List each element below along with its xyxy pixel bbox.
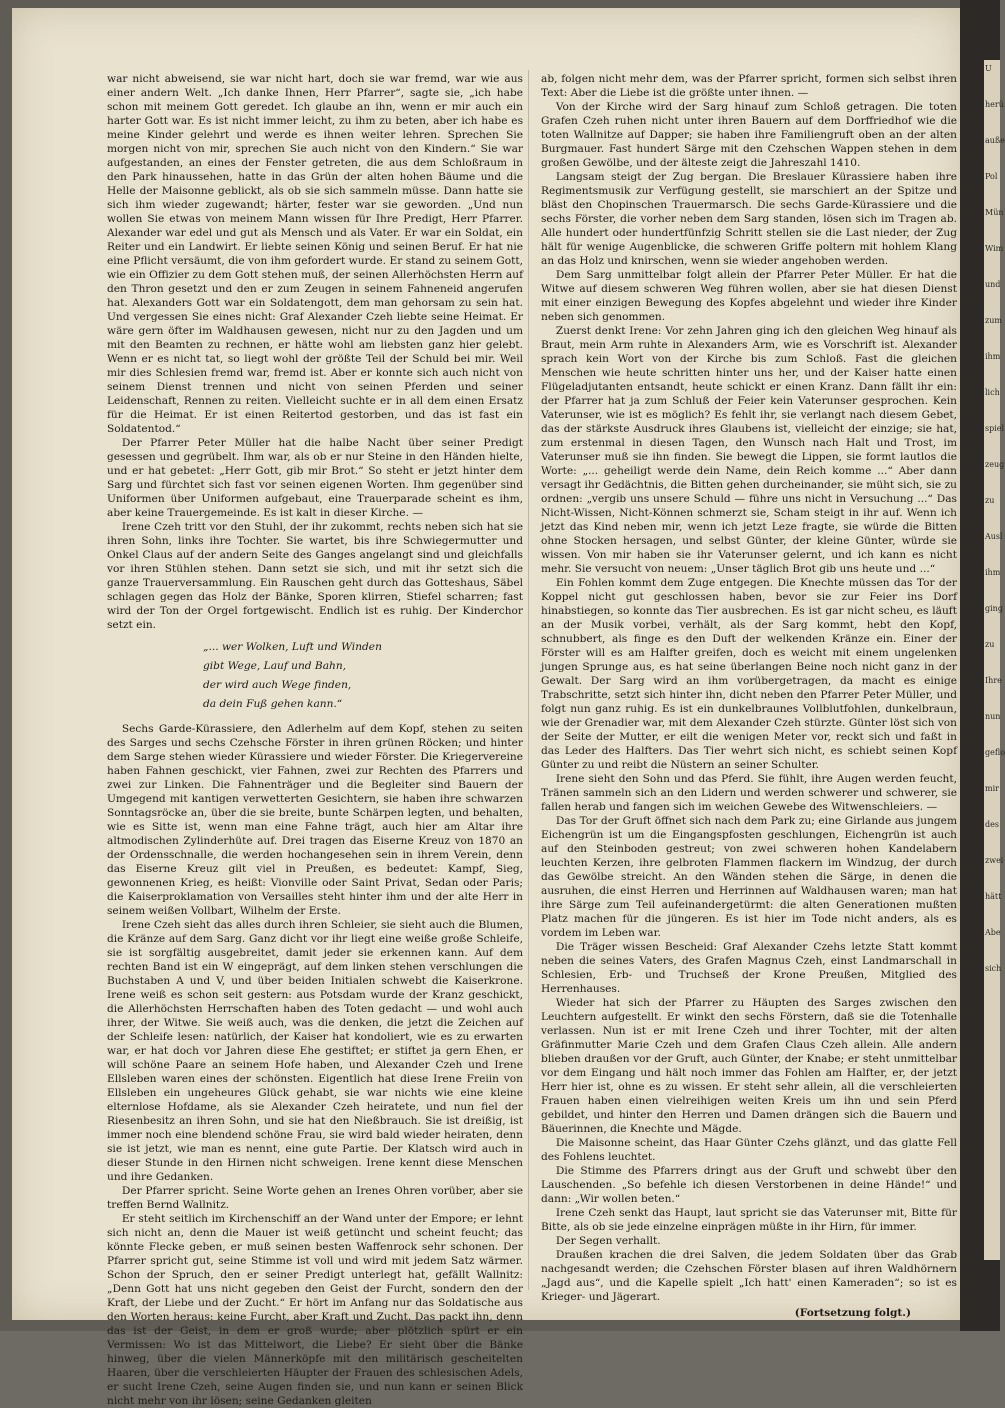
adjacent-page-fragment: hätt <box>985 892 1002 901</box>
paragraph: ab, folgen nicht mehr dem, was der Pfarrer spricht, formen sich selbst ihren Text: Aber die Liebe ist die größte unter ihnen. — <box>541 73 957 99</box>
adjacent-page-fragment: Ihre <box>985 676 1002 685</box>
paragraph: Zuerst denkt Irene: Vor zehn Jahren ging ich den gleichen Weg hinauf als Braut, mein Arm ruhte in Alexanders Arm, wie es Vorschrift ist. Alexander sprach kein Wort von der Kirche bis zum Schloß. Fast die gleichen Menschen wie heute schritten hinter uns her, und der Kaiser hatte einen Flügeladjutanten entsandt, heute schickt er einen Kranz. Dann fällt ihr ein: der Pfarrer hat ja zum Schluß der Feier kein Vaterunser gesprochen. Kein Vaterunser, wie ist es möglich? Es fehlt ihr, sie verlangt nach diesem Gebet, das der stärkste Ausdruck ihres Glaubens ist, vielleicht der einzige; sie hat, zum erstenmal in diesen Tagen, den Wunsch nach Halt und Trost, im Vaterunser muß sie ihn finden. Sie bewegt die Lippen, sie formt lautlos die Worte: „... geheiligt werde dein Name, dein Reich komme ...“ Aber dann versagt ihr Gedächtnis, die Bitten gehen durcheinander, sie müht sich, sie zu ordnen: „vergib uns unsere Schuld — führe uns nicht in Versuchung ...“ Das Nicht-Wissen, Nicht-Können schmerzt sie, Scham steigt in ihr auf. Wenn ich jetzt das Kind neben mir, wenn ich jetzt Leze fragte, sie würde die Bitten ohne Stocken hersagen, und selbst Günter, der kleine Günter, würde sie wissen. Von mir haben sie ihr Vaterunser gelernt, und ich kann es nicht mehr. Sie versucht von neuem: „Unser täglich Brot gib uns heute und ...“ <box>541 325 957 575</box>
adjacent-page-fragment: ging <box>985 604 1003 613</box>
adjacent-page-fragment: zu <box>985 496 995 505</box>
right-column <box>541 72 957 1320</box>
paragraph: Ein Fohlen kommt dem Zuge entgegen. Die Knechte müssen das Tor der Koppel nicht gut geschlossen haben, bevor sie zur Feier ins Dorf hinabstiegen, so konnte das Tier ausbrechen. Es ist gar nicht scheu, es läuft an der Musik vorbei, verhält, als der Sarg kommt, hebt den Kopf, schnubbert, als finge es den Duft der welkenden Kränze ein. Einer der Förster will es am Halfter greifen, doch es weicht mit einem ungelenken jungen Sprunge aus, es hat seine überlangen Beine noch nicht ganz in der Gewalt. Der Sarg wird an ihm vorübergetragen, da macht es einige Trabschritte, setzt sich hinter ihn, dicht neben den Pfarrer Peter Müller, und folgt nun ganz ruhig. Es ist ein dunkelbraunes Vollblutfohlen, dunkelbraun, wie der Grenadier war, mit dem Alexander Czeh stürzte. Günter löst sich von der Seite der Mutter, er eilt die wenigen Meter vor, reckt sich und faßt in das Leder des Halfters. Das Tier wehrt sich nicht, es schiebt seinen Kopf Günter zu und reibt die Nüstern an seiner Schulter. <box>541 577 957 771</box>
paragraph: Von der Kirche wird der Sarg hinauf zum Schloß getragen. Die toten Grafen Czeh ruhen nicht unter ihren Bauern auf dem Dorffriedhof wie die toten Wallnitze auf Dapper; sie haben ihre Familiengruft oben an der alten Burgmauer. Fast hundert Särge mit den Czehschen Wappen stehen in dem großen Gewölbe, und der älteste zeigt die Jahreszahl 1410. <box>541 101 957 169</box>
left-column <box>107 72 523 1408</box>
adjacent-page-fragment: zeug <box>985 460 1005 469</box>
paragraph: Der Segen verhallt. <box>555 1235 661 1247</box>
paragraph: Wieder hat sich der Pfarrer zu Häupten des Sarges zwischen den Leuchtern aufgestellt. Er winkt den sechs Förstern, daß sie die Totenhalle verlassen. Nun ist er mit Irene Czeh und ihrer Tochter, mit der alten Gräfinmutter Marie Czeh und dem Grafen Claus Czeh allein. Alle andern blieben draußen vor der Gruft, auch Günter, der Knabe; er steht unmittelbar vor dem Eingang und hält noch immer das Fohlen am Halfter, er, der jetzt Herr hier ist, ohne es zu wissen. Er steht sehr allein, all die verschleierten Frauen haben einen vielreihigen weiten Kreis um ihn und sein Pferd gebildet, und hinter den Herren und Damen drängen sich die Bauern und Bäuerinnen, die Knechte und Mägde. <box>541 997 957 1135</box>
paragraph: Dem Sarg unmittelbar folgt allein der Pfarrer Peter Müller. Er hat die Witwe auf diesem schweren Weg führen wollen, aber sie hat diesen Dienst mit einer einzigen Bewegung des Kopfes abgelehnt und wieder ihre Kinder neben sich genommen. <box>541 269 957 323</box>
paragraph: Irene Czeh tritt vor den Stuhl, der ihr zukommt, rechts neben sich hat sie ihren Sohn, links ihre Tochter. Sie wartet, bis ihre Schwiegermutter und Onkel Claus auf der andern Seite des Ganges angelangt sind und gleichfalls vor ihren Stühlen stehen. Dann setzt sie sich, und mit ihr setzt sich die ganze Trauerversammlung. Ein Rauschen geht durch das Gotteshaus, Säbel schlagen gegen das Holz der Bänke, Sporen klirren, Stiefel scharren; fast wird der Ton der Orgel fortgewischt. Endlich ist es ruhig. Der Kinderchor setzt ein. <box>107 521 523 631</box>
adjacent-page-fragment: Abe <box>985 928 1001 937</box>
column-divider <box>528 70 529 1290</box>
paragraph: Draußen krachen die drei Salven, die jedem Soldaten über das Grab nachgesandt werden; die Czehschen Förster blasen auf ihren Waldhörnern „Jagd aus“, und die Kapelle spielt „Ich hatt' einen Kameraden“; so ist es Krieger- und Jägerart. <box>541 1249 957 1303</box>
adjacent-page-fragment: zwei <box>985 856 1004 865</box>
adjacent-page-fragment: nun <box>985 712 1001 721</box>
adjacent-page-fragment: sich <box>985 964 1002 973</box>
adjacent-page-fragment: ihm <box>985 568 1001 577</box>
adjacent-page-fragment: herü <box>985 100 1004 109</box>
adjacent-page-fragment: Pol <box>985 172 998 181</box>
verse-line: da dein Fuß gehen kann.“ <box>203 698 343 710</box>
paragraph: Er steht seitlich im Kirchenschiff an der Wand unter der Empore; er lehnt sich nicht an, denn die Mauer ist weiß getüncht und scheint feucht; das könnte Flecke geben, er muß seinen besten Waffenrock sehr schonen. Der Pfarrer spricht gut, seine Stimme ist voll und wird mit jedem Satz wärmer. Schon der Spruch, den er seiner Predigt unterlegt hat, gefällt Wallnitz: „Denn Gott hat uns nicht gegeben den Geist der Furcht, sondern den der Kraft, der Liebe und der Zucht.“ Er hört im Anfang nur das Soldatische aus den Worten heraus: keine Furcht, aber Kraft und Zucht. Das packt ihn, denn das ist der Geist, in dem er groß wurde; aber plötzlich spürt er ein Vermissen: Wo ist das Mittelwort, die Liebe? Er sieht über die Bänke hinweg, über die vielen Männerköpfe mit den militärisch gescheitelten Haaren, über die verschleierten Häupter der Frauen des schlesischen Adels, er sucht Irene Czeh, seine Augen finden sie, und nun kann er seinen Blick nicht mehr von ihr lösen; seine Gedanken gleiten <box>107 1213 523 1407</box>
paragraph: Irene sieht den Sohn und das Pferd. Sie fühlt, ihre Augen werden feucht, Tränen sammeln sich an den Lidern und werden schwerer und schwerer, sie fallen herab und fangen sich im weichen Gewebe des Witwenschleiers. — <box>541 773 957 813</box>
adjacent-page-fragment: und <box>985 280 1001 289</box>
adjacent-page-fragment: spiel <box>985 424 1005 433</box>
adjacent-page-fragment: ihm <box>985 352 1001 361</box>
continuation-note: (Fortsetzung folgt.) <box>794 1307 911 1319</box>
adjacent-page-edge <box>984 60 1005 1260</box>
paragraph: Das Tor der Gruft öffnet sich nach dem Park zu; eine Girlande aus jungem Eichengrün ist um die Eingangspfosten geschlungen, Eichengrün ist auch auf den Steinboden gestreut; von zwei schweren hohen Kandelabern leuchten Kerzen, ihre gelbroten Flammen flackern im Windzug, der durch das Gewölbe streicht. An den Wänden stehen die Särge, in denen die ausruhen, die einst Herren und Herrinnen auf Waldhausen waren; man hat ihre Särge zum Teil aufeinandergetürmt: die alten Generationen mußten Platz machen für die jüngeren. Es ist hier im Tode nicht anders, als es vordem im Leben war. <box>541 815 957 939</box>
paragraph: Der Pfarrer spricht. Seine Worte gehen an Irenes Ohren vorüber, aber sie treffen Bernd Wallnitz. <box>107 1185 523 1211</box>
paragraph: war nicht abweisend, sie war nicht hart, doch sie war fremd, war wie aus einer andern Welt. „Ich danke Ihnen, Herr Pfarrer“, sagte sie, „ich habe schon mit meinem Gott geredet. Ich glaube an ihn, wenn er mir auch ein harter Gott war. Es ist nicht immer leicht, zu ihm zu beten, aber ich habe es meine Kinder gelehrt und werde es ihnen weiter lehren. Sprechen Sie morgen nicht von mir, sprechen Sie auch nicht von den Kindern.“ Sie war aufgestanden, an eines der Fenster getreten, die aus dem Schloßraum in den Park hinaussehen, hatte in das Grün der alten hohen Bäume und die Helle der Maisonne geblickt, als ob sie sich sammeln müsse. Dann hatte sie sich ihm wieder zugewandt; härter, fester war sie geworden. „Und nun wollen Sie etwas von meinem Mann wissen für Ihre Predigt, Herr Pfarrer. Alexander war edel und gut als Mensch und als Vater. Er war ein Soldat, ein Reiter und ein Landwirt. Er liebte seinen König und seinen Beruf. Er hat nie eine Pflicht versäumt, die von ihm gefordert wurde. Er stand zu seinem Gott, wie ein Offizier zu dem Gott stehen muß, der seinen Allerhöchsten Herrn auf den Thron gesetzt und den er zum Zeugen in seinem Fahneneid angerufen hat. Alexanders Gott war ein Soldatengott, dem man gehorsam zu sein hat. Und vergessen Sie eines nicht: Graf Alexander Czeh liebte seine Heimat. Er wäre gern öfter im Waldhausen gewesen, nicht nur zu den Jagden und um mit den Beamten zu rechnen, er hätte wohl am liebsten ganz hier gelebt. Wenn er es nicht tat, so liegt wohl der größte Teil der Schuld bei mir. Weil mir dies Schlesien fremd war, fremd ist. Aber er konnte sich auch nicht von seinem Dienst trennen und nicht von seinen Pferden und seiner Leidenschaft, Rennen zu reiten. Vielleicht suchte er in all dem einen Ersatz für die Heimat. Er ist einen Reitertod gestorben, und das ist fast ein Soldatentod.“ <box>107 73 523 435</box>
adjacent-page-fragment: geflo <box>985 748 1005 757</box>
adjacent-page-fragment: zu <box>985 640 995 649</box>
verse-line: „... wer Wolken, Luft und Winden <box>203 641 382 653</box>
paragraph: Sechs Garde-Kürassiere, den Adlerhelm auf dem Kopf, stehen zu seiten des Sarges und sechs Czehsche Förster in ihren grünen Röcken; und hinter dem Sarge stehen wieder Kürassiere und wieder Förster. Die Kriegervereine haben Fahnen geschickt, vier Fahnen, zwei zur Rechten des Pfarrers und zwei zur Linken. Die Fahnenträger und die Begleiter sind Bauern der Umgegend mit kantigen verwetterten Gesichtern, sie haben ihre schwarzen Sonntagsröcke an, über die sie breite, bunte Schärpen legten, und behalten, wie es Sitte ist, wenn man eine Fahne trägt, auch hier am Altar ihre altmodischen Zylinderhüte auf. Drei tragen das Eiserne Kreuz von 1870 an der Ordensschnalle, die werden hochangesehen sein in ihrem Verein, denn das Eiserne Kreuz gilt viel in Preußen, es bedeutet: Kampf, Sieg, gewonnenen Krieg, es heißt: Vionville oder Saint Privat, Sedan oder Paris; die Kaiserproklamation von Versailles steht hinter ihm und der alte Herr in seinem weißen Vollbart, Wilhelm der Erste. <box>107 723 523 917</box>
paragraph: Die Träger wissen Bescheid: Graf Alexander Czehs letzte Statt kommt neben die seines Vaters, des Grafen Magnus Czeh, einst Landmarschall in Schlesien, Erb- und Truchseß der Krone Preußen, Mitglied des Herrenhauses. <box>541 941 957 995</box>
verse-line: der wird auch Wege finden, <box>203 679 352 691</box>
paragraph: Die Stimme des Pfarrers dringt aus der Gruft und schwebt über den Lauschenden. „So befehle ich diesen Verstorbenen in deine Hände!“ und dann: „Wir wollen beten.“ <box>541 1165 957 1205</box>
adjacent-page-fragment: U <box>985 64 992 73</box>
adjacent-page-fragment: auße <box>985 136 1005 145</box>
adjacent-page-fragment: Ausl <box>985 532 1003 541</box>
paragraph: Irene Czeh senkt das Haupt, laut spricht sie das Vaterunser mit, Bitte für Bitte, als ob sie jede einzelne einprägen müßte in ihr Hirn, für immer. <box>541 1207 957 1233</box>
adjacent-page-fragment: Mün <box>985 208 1004 217</box>
paragraph: Der Pfarrer Peter Müller hat die halbe Nacht über seiner Predigt gesessen und gegrübelt. Ihm war, als ob er nur Steine in den Händen hielte, und er hat gebetet: „Herr Gott, gib mir Brot.“ So steht er jetzt hinter dem Sarg und fürchtet sich fast vor seinen eigenen Worten. Ihm gegenüber sind Uniformen über Uniformen aufgebaut, eine Trauerparade scheint es ihm, aber keine Trauergemeinde. Es ist kalt in dieser Kirche. — <box>107 437 523 519</box>
hymn-verse <box>203 638 523 714</box>
verse-line: gibt Wege, Lauf und Bahn, <box>203 660 347 672</box>
paragraph: Die Maisonne scheint, das Haar Günter Czehs glänzt, und das glatte Fell des Fohlens leuchtet. <box>541 1137 957 1163</box>
paragraph: Langsam steigt der Zug bergan. Die Breslauer Kürassiere haben ihre Regimentsmusik zur Verfügung gestellt, sie marschiert an der Spitze und bläst den Chopinschen Trauermarsch. Die sechs Garde-Kürassiere und die sechs Förster, die vorher neben dem Sarg standen, lösen sich im Tragen ab. Alle hundert oder hundertfünfzig Schritt stellen sie die Last nieder, der Zug hält für wenige Augenblicke, die schweren Griffe poltern mit hohlem Klang an das Holz und knirschen, wenn sie wieder angehoben werden. <box>541 171 957 267</box>
adjacent-page-fragment: Wim <box>985 244 1004 253</box>
adjacent-page-fragment: zum <box>985 316 1002 325</box>
adjacent-page-fragment: mir <box>985 784 999 793</box>
adjacent-page-fragment: des <box>985 820 999 829</box>
adjacent-page-fragment: lich <box>985 388 1000 397</box>
paragraph: Irene Czeh sieht das alles durch ihren Schleier, sie sieht auch die Blumen, die Kränze auf dem Sarg. Ganz dicht vor ihr liegt eine weiße große Schleife, sie ist sorgfältig ausgebreitet, damit jeder sie erkennen kann. Auf dem rechten Band ist ein W eingeprägt, auf dem linken stehen verschlungen die Buchstaben A und V, und über beiden Initialen schwebt die Kaiserkrone. Irene weiß es schon seit gestern: aus Potsdam wurde der Kranz geschickt, die Allerhöchsten Herrschaften haben des Toten gedacht — und wohl auch ihrer, der Witwe. Sie weiß auch, was die denken, die jetzt die Zeichen auf der Schleife lesen: natürlich, der Kaiser hat kondoliert, wie es zu erwarten war, er hat doch vor Jahren diese Ehe gestiftet; er stiftet ja gern Ehen, er will schöne Paare an seinem Hofe haben, und Alexander Czeh und Irene Ellsleben waren eines der schönsten. Eigentlich hat diese Irene Freiin von Ellsleben ein ungeheures Glück gehabt, sie war nichts wie eine kleine elternlose Hofdame, als sie Alexander Czeh heiratete, und nun fiel der Riesenbesitz an ihren Sohn, und sie hat den Nießbrauch. Sie ist dreißig, ist immer noch eine blendend schöne Frau, sie wird bald wieder heiraten, denn sie ist jetzt, wie man es nennt, eine gute Partie. Der Klatsch wird auch in dieser Stunde in den Hirnen nicht schweigen. Irene kennt diese Menschen und ihre Gedanken. <box>107 919 523 1183</box>
